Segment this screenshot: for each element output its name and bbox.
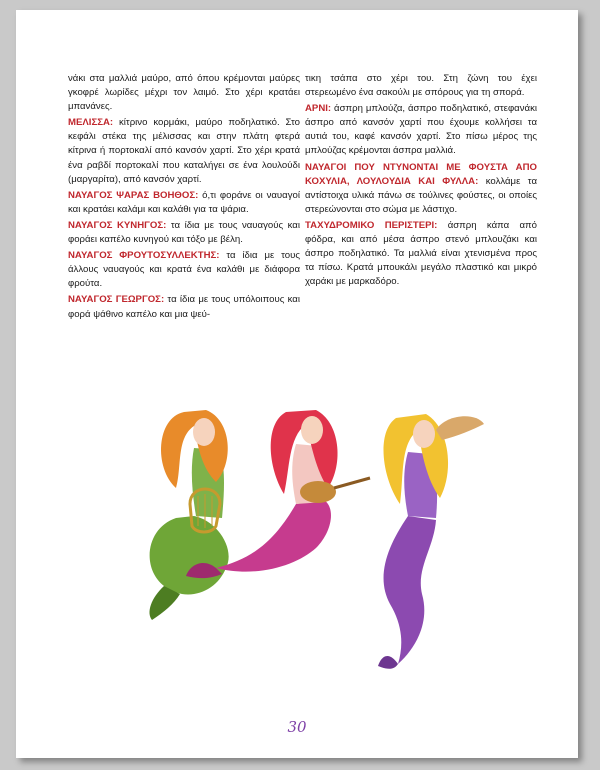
paragraph [305,161,537,217]
costume-description: τα ίδια με τους υπόλοιπους και φορά ψάθινο καπέλο και μια ψεύ- [68,294,300,320]
mermaid-face [413,420,435,448]
mermaid-tail [384,516,436,664]
paragraph [68,72,300,114]
costume-description: τα ίδια με τους ναυαγούς και φοράει καπέλο κυνηγού και τόξο με βέλη. [68,219,300,246]
costume-description: ό,τι φοράνε οι ναυαγοί και κρατάει καλάμι και καλάθι για τα ψάρια. [68,189,300,215]
mermaid-face [301,416,323,444]
costume-term: ΝΑΥΑΓΟΣ ΨΑΡΑΣ ΒΟΗΘΟΣ: [68,189,199,201]
costume-term: ΤΑΧΥΔΡΟΜΙΚΟ ΠΕΡΙΣΤΕΡΙ: [305,219,438,231]
costume-term: ΝΑΥΑΓΟΣ ΦΡΟΥΤΟΣΥΛΛΕΚΤΗΣ: [68,250,220,262]
mermaid-face [193,418,215,446]
mermaid-tail [150,516,229,594]
book-page [16,10,578,758]
paragraph [305,102,537,158]
costume-description: κολλάμε τα αντίστοιχα υλικά πάνω σε τούλινες φούστες, οι οποίες στερεώνονται στο σώμα με λάστιχο. [305,175,538,215]
costume-description: νάκι στα μαλλιά μαύρο, από όπου κρέμονται μαύρες γκοφρέ λωρίδες μέχρι τον λαιμό. Στο χέρι κρατάει μπανάνες. [68,73,300,113]
costume-term: ΝΑΥΑΓΟΙ ΠΟΥ ΝΤΥΝΟΝΤΑΙ ΜΕ ΦΟΥΣΤΑ ΑΠΟ ΚΟΧΥΛΙΑ, ΛΟΥΛΟΥΔΙΑ ΚΑΙ ΦΥΛΛΑ: [305,161,537,187]
mermaid-tail [216,500,331,572]
costume-term: ΜΕΛΙΣΣΑ: [68,117,114,129]
lute-icon [300,481,336,503]
costume-term: ΝΑΥΑΓΟΣ ΚΥΝΗΓΟΣ: [68,219,167,231]
costume-description: κίτρινο κορμάκι, μαύρο ποδηλατικό. Στο κεφάλι στέκα της μέλισσας και στην πλάτη φτερά κίτρινα ή πορτοκαλί από κανσόν χαρτί. Στο χέρι κρατά ένα ραβδί πορτοκαλί που καταλήγει σε ένα λουλούδι (μαργαρίτα), από κανσόν χαρτί. [68,117,300,185]
paragraph [68,189,300,217]
paragraph [68,219,300,247]
paragraph [305,219,537,289]
costume-description: άσπρη μπλούζα, άσπρο ποδηλατικό, στεφανάκι άσπρο από κανσόν χαρτί που έχουμε κολλήσει τα αυτιά του, καφέ κανσόν χαρτί. Στο πίσω μέρος της μπλούζας κρέμονται άσπρα μαλλιά. [305,103,537,157]
costume-term: ΝΑΥΑΓΟΣ ΓΕΩΡΓΟΣ: [68,294,165,306]
conch-shell-icon [436,416,484,440]
mermaid-green [149,410,228,620]
costume-description: άσπρη κάπα από φόδρα, και από μέσα άσπρο στενό μπλουζάκι και άσπρο ποδηλατικό. Τα μαλλιά είναι χτενισμένα προς τα πίσω. Κρατά μπουκάλι μεγάλο πλαστικό και μικρό χαράκι με μαρκαδόρο. [305,219,537,288]
paragraph [305,72,537,100]
costume-description: τικη τσάπα στο χέρι του. Στη ζώνη του έχει στερεωμένο ένα σακούλι με σπόρους για τη σπορά. [305,73,537,99]
mermaid-purple [378,414,484,669]
costume-term: ΑΡΝΙ: [305,103,332,115]
right-column [305,72,537,291]
paragraph [68,293,300,321]
page-number: 30 [287,718,307,736]
tail-fin [378,656,398,669]
paragraph [68,116,300,186]
costume-description: τα ίδια με τους άλλους ναυαγούς και κρατά ένα καλάθι με διάφορα φρούτα. [68,250,300,290]
mermaids-illustration [146,408,486,670]
paragraph [68,249,300,291]
left-column [68,72,300,324]
